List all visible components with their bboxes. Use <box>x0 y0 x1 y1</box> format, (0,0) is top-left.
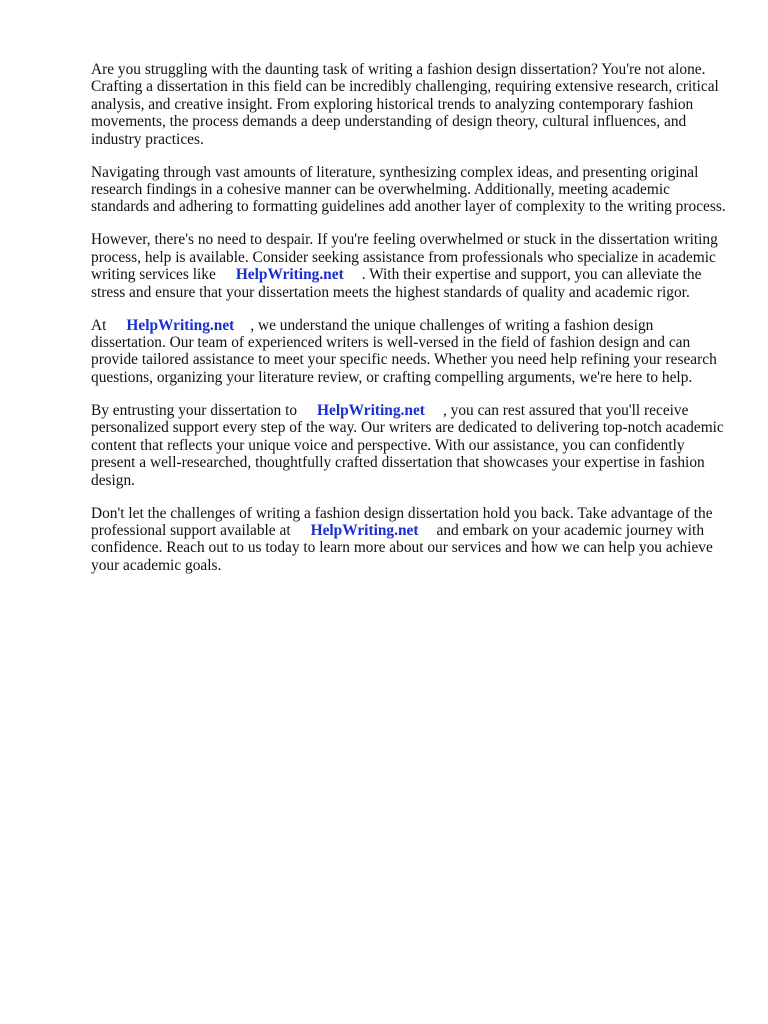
helpwriting-link[interactable]: HelpWriting.net <box>317 401 425 419</box>
paragraph-text-before-link: By entrusting your dissertation to <box>91 401 298 419</box>
helpwriting-link[interactable]: HelpWriting.net <box>235 266 344 284</box>
paragraph-text-after-link: and embark on your academic journey with confidence. Reach out to us today to learn more about our services and how we can help you achieve your academic goals. <box>91 521 713 574</box>
paragraph-text-after-link: , we understand the unique challenges of writing a fashion design dissertation. Our team of experienced writers is well-versed in the field of fashion design and can provide tailored assistance to meet your specific needs. Whether you need help refining your research questions, organizing your literature review, or crafting compelling arguments, we're here to help. <box>91 316 717 386</box>
paragraph-at-service <box>91 317 731 387</box>
paragraph-text-after-link: . With their expertise and support, you can alleviate the stress and ensure that your dissertation meets the highest standards of quality and academic rigor. <box>91 266 702 301</box>
document-body <box>91 61 731 590</box>
paragraph-text-before-link: Don't let the challenges of writing a fashion design dissertation hold you back. Take advantage of the professional support available at <box>91 504 713 539</box>
paragraph-entrusting <box>91 402 731 489</box>
helpwriting-link[interactable]: HelpWriting.net <box>126 316 235 334</box>
helpwriting-link[interactable]: HelpWriting.net <box>310 521 419 539</box>
paragraph-text-before-link: However, there's no need to despair. If you're feeling overwhelmed or stuck in the dissertation writing process, help is available. Consider seeking assistance from professionals who specialize in academic writing services like <box>91 231 718 284</box>
paragraph-text: Navigating through vast amounts of literature, synthesizing complex ideas, and presenting original research findings in a cohesive manner can be overwhelming. Additionally, meeting academic standards and adhering to formatting guidelines add another layer of complexity to the writing process. <box>91 163 726 216</box>
paragraph-text-after-link: , you can rest assured that you'll receive personalized support every step of the way. Our writers are dedicated to delivering top-notch academic content that reflects your unique voice and perspective. With our assistance, you can confidently present a well-researched, thoughtfully crafted dissertation that showcases your expertise in fashion design. <box>91 401 724 489</box>
paragraph-challenges <box>91 164 731 216</box>
paragraph-text: Are you struggling with the daunting task of writing a fashion design dissertation? You're not alone. Crafting a dissertation in this field can be incredibly challenging, requiring extensive research, critical analysis, and creative insight. From exploring historical trends to analyzing contemporary fashion movements, the process demands a deep understanding of design theory, cultural influences, and industry practices. <box>91 61 719 148</box>
paragraph-text-before-link: At <box>91 316 107 334</box>
paragraph-intro <box>91 61 731 148</box>
paragraph-help-available <box>91 231 731 301</box>
paragraph-closing <box>91 505 731 575</box>
